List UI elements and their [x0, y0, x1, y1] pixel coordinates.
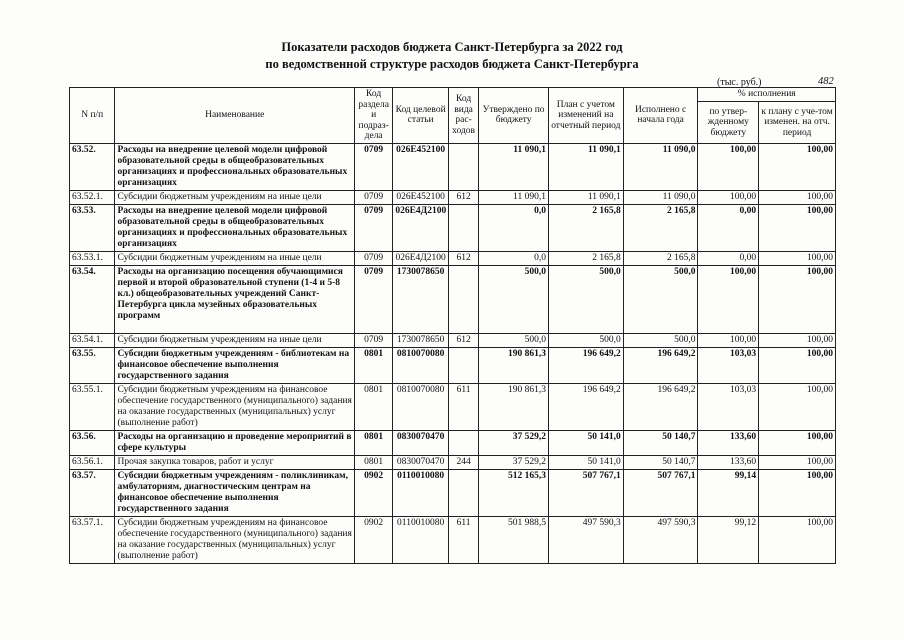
table-row	[70, 251, 836, 265]
col-header-kind: Код вида рас-ходов	[448, 88, 478, 144]
row-kind-code: 611	[448, 383, 478, 430]
row-executed: 196 649,2	[623, 347, 698, 383]
row-pct-approved: 100,00	[698, 190, 759, 204]
row-approved: 500,0	[479, 265, 549, 333]
row-article-code: 026E452100	[393, 143, 449, 190]
row-plan: 196 649,2	[548, 347, 623, 383]
table-row	[70, 347, 836, 383]
row-plan: 497 590,3	[548, 516, 623, 563]
row-approved: 37 529,2	[479, 430, 549, 455]
row-executed: 2 165,8	[623, 251, 698, 265]
col-header-executed: Исполнено с начала года	[623, 88, 698, 144]
units-label: (тыс. руб.)	[717, 77, 762, 88]
col-header-section: Код раздела и подраз-дела	[354, 88, 392, 144]
row-plan: 11 090,1	[548, 190, 623, 204]
row-pct-plan: 100,00	[759, 265, 836, 333]
row-pct-plan: 100,00	[759, 383, 836, 430]
row-executed: 507 767,1	[623, 469, 698, 516]
row-kind-code	[448, 204, 478, 251]
row-pct-approved: 0,00	[698, 251, 759, 265]
row-article-code: 0810070080	[393, 383, 449, 430]
row-pct-approved: 99,12	[698, 516, 759, 563]
row-name: Субсидии бюджетным учреждениям на финансовое обеспечение государственного (муниципального) задания на оказание государственных (муниципальных) услуг (выполнение работ)	[115, 516, 354, 563]
row-name: Субсидии бюджетным учреждениям - библиотекам на финансовое обеспечение выполнения государственного задания	[115, 347, 354, 383]
row-plan: 2 165,8	[548, 251, 623, 265]
col-header-pct-group: % исполнения	[698, 88, 836, 102]
table-row	[70, 430, 836, 455]
row-approved: 11 090,1	[479, 143, 549, 190]
row-plan: 50 141,0	[548, 430, 623, 455]
row-pct-approved: 100,00	[698, 333, 759, 347]
row-plan: 50 141,0	[548, 455, 623, 469]
row-kind-code	[448, 347, 478, 383]
row-name: Расходы на внедрение целевой модели цифровой образовательной среды в общеобразовательных организациях и профессиональных образовательных организациях	[115, 204, 354, 251]
row-approved: 11 090,1	[479, 190, 549, 204]
row-section-code: 0801	[354, 455, 392, 469]
row-name: Расходы на внедрение целевой модели цифровой образовательной среды в общеобразовательных организациях и профессиональных образовательных организациях	[115, 143, 354, 190]
table-row	[70, 455, 836, 469]
row-pct-plan: 100,00	[759, 204, 836, 251]
row-section-code: 0902	[354, 516, 392, 563]
row-executed: 50 140,7	[623, 455, 698, 469]
row-pct-plan: 100,00	[759, 469, 836, 516]
row-article-code: 0830070470	[393, 455, 449, 469]
row-num: 63.54.	[70, 265, 115, 333]
row-article-code: 026E4Д2100	[393, 204, 449, 251]
row-num: 63.55.	[70, 347, 115, 383]
row-article-code: 1730078650	[393, 333, 449, 347]
row-pct-approved: 133,60	[698, 430, 759, 455]
row-num: 63.52.1.	[70, 190, 115, 204]
table-row	[70, 516, 836, 563]
row-section-code: 0801	[354, 347, 392, 383]
row-section-code: 0709	[354, 333, 392, 347]
row-num: 63.56.	[70, 430, 115, 455]
row-pct-plan: 100,00	[759, 190, 836, 204]
col-header-plan: План с учетом изменений на отчетный период	[548, 88, 623, 144]
row-pct-plan: 100,00	[759, 251, 836, 265]
row-section-code: 0709	[354, 251, 392, 265]
row-pct-approved: 100,00	[698, 265, 759, 333]
row-article-code: 0110010080	[393, 469, 449, 516]
page-title-line2: по ведомственной структуре расходов бюджета Санкт-Петербурга	[265, 57, 639, 71]
row-name: Расходы на организацию и проведение мероприятий в сфере культуры	[115, 430, 354, 455]
row-section-code: 0709	[354, 265, 392, 333]
row-section-code: 0801	[354, 430, 392, 455]
table-row	[70, 204, 836, 251]
row-approved: 501 988,5	[479, 516, 549, 563]
row-kind-code	[448, 469, 478, 516]
row-pct-approved: 100,00	[698, 143, 759, 190]
row-name: Прочая закупка товаров, работ и услуг	[115, 455, 354, 469]
row-article-code: 026E452100	[393, 190, 449, 204]
row-num: 63.52.	[70, 143, 115, 190]
page-number: 482	[818, 76, 834, 87]
row-section-code: 0801	[354, 383, 392, 430]
row-kind-code: 611	[448, 516, 478, 563]
col-header-article: Код целевой статьи	[393, 88, 449, 144]
row-name: Расходы на организацию посещения обучающимися первой и второй образовательной ступени (1-4 и 5-8 кл.) общеобразовательных учреждений Санкт-Петербурга цикла музейных образовательных программ	[115, 265, 354, 333]
col-header-num: N п/п	[70, 88, 115, 144]
row-article-code: 0810070080	[393, 347, 449, 383]
row-pct-approved: 103,03	[698, 383, 759, 430]
row-pct-plan: 100,00	[759, 455, 836, 469]
budget-table	[69, 87, 836, 564]
row-kind-code: 612	[448, 251, 478, 265]
row-kind-code	[448, 265, 478, 333]
table-body	[70, 143, 836, 563]
row-kind-code	[448, 143, 478, 190]
row-num: 63.54.1.	[70, 333, 115, 347]
row-executed: 500,0	[623, 333, 698, 347]
row-executed: 500,0	[623, 265, 698, 333]
row-approved: 512 165,3	[479, 469, 549, 516]
row-plan: 500,0	[548, 333, 623, 347]
row-plan: 196 649,2	[548, 383, 623, 430]
col-header-name: Наименование	[115, 88, 354, 144]
row-name: Субсидии бюджетным учреждениям - поликлиникам, амбулаториям, диагностическим центрам на финансовое обеспечение выполнения государственного задания	[115, 469, 354, 516]
row-article-code: 1730078650	[393, 265, 449, 333]
row-executed: 2 165,8	[623, 204, 698, 251]
col-header-approved: Утверждено по бюджету	[479, 88, 549, 144]
row-name: Субсидии бюджетным учреждениям на иные цели	[115, 333, 354, 347]
page-title-line1: Показатели расходов бюджета Санкт-Петербурга за 2022 год	[281, 40, 623, 54]
row-pct-plan: 100,00	[759, 430, 836, 455]
row-section-code: 0709	[354, 190, 392, 204]
row-article-code: 026E4Д2100	[393, 251, 449, 265]
row-pct-plan: 100,00	[759, 516, 836, 563]
row-pct-plan: 100,00	[759, 333, 836, 347]
row-num: 63.55.1.	[70, 383, 115, 430]
row-name: Субсидии бюджетным учреждениям на финансовое обеспечение государственного (муниципального) задания на оказание государственных (муниципальных) услуг (выполнение работ)	[115, 383, 354, 430]
row-pct-approved: 99,14	[698, 469, 759, 516]
row-section-code: 0902	[354, 469, 392, 516]
row-num: 63.57.	[70, 469, 115, 516]
row-pct-approved: 103,03	[698, 347, 759, 383]
row-plan: 11 090,1	[548, 143, 623, 190]
row-plan: 500,0	[548, 265, 623, 333]
table-row	[70, 190, 836, 204]
row-executed: 11 090,0	[623, 143, 698, 190]
row-num: 63.56.1.	[70, 455, 115, 469]
row-num: 63.53.	[70, 204, 115, 251]
row-executed: 497 590,3	[623, 516, 698, 563]
row-pct-plan: 100,00	[759, 143, 836, 190]
row-pct-approved: 133,60	[698, 455, 759, 469]
row-approved: 0,0	[479, 251, 549, 265]
row-article-code: 0830070470	[393, 430, 449, 455]
row-executed: 50 140,7	[623, 430, 698, 455]
table-row	[70, 469, 836, 516]
row-kind-code	[448, 430, 478, 455]
row-approved: 37 529,2	[479, 455, 549, 469]
row-kind-code: 612	[448, 190, 478, 204]
row-plan: 2 165,8	[548, 204, 623, 251]
row-num: 63.53.1.	[70, 251, 115, 265]
row-article-code: 0110010080	[393, 516, 449, 563]
table-row	[70, 265, 836, 333]
row-name: Субсидии бюджетным учреждениям на иные цели	[115, 190, 354, 204]
row-section-code: 0709	[354, 143, 392, 190]
row-pct-approved: 0,00	[698, 204, 759, 251]
table-row	[70, 383, 836, 430]
row-num: 63.57.1.	[70, 516, 115, 563]
row-approved: 190 861,3	[479, 347, 549, 383]
row-approved: 500,0	[479, 333, 549, 347]
row-kind-code: 244	[448, 455, 478, 469]
row-approved: 190 861,3	[479, 383, 549, 430]
row-plan: 507 767,1	[548, 469, 623, 516]
table-row	[70, 143, 836, 190]
row-executed: 11 090,0	[623, 190, 698, 204]
col-header-pct-plan: к плану с уче-том изменен. на отч. период	[759, 102, 836, 144]
row-kind-code: 612	[448, 333, 478, 347]
row-pct-plan: 100,00	[759, 347, 836, 383]
table-row	[70, 333, 836, 347]
row-name: Субсидии бюджетным учреждениям на иные цели	[115, 251, 354, 265]
row-executed: 196 649,2	[623, 383, 698, 430]
col-header-pct-approved: по утвер-жденному бюджету	[698, 102, 759, 144]
row-approved: 0,0	[479, 204, 549, 251]
row-section-code: 0709	[354, 204, 392, 251]
